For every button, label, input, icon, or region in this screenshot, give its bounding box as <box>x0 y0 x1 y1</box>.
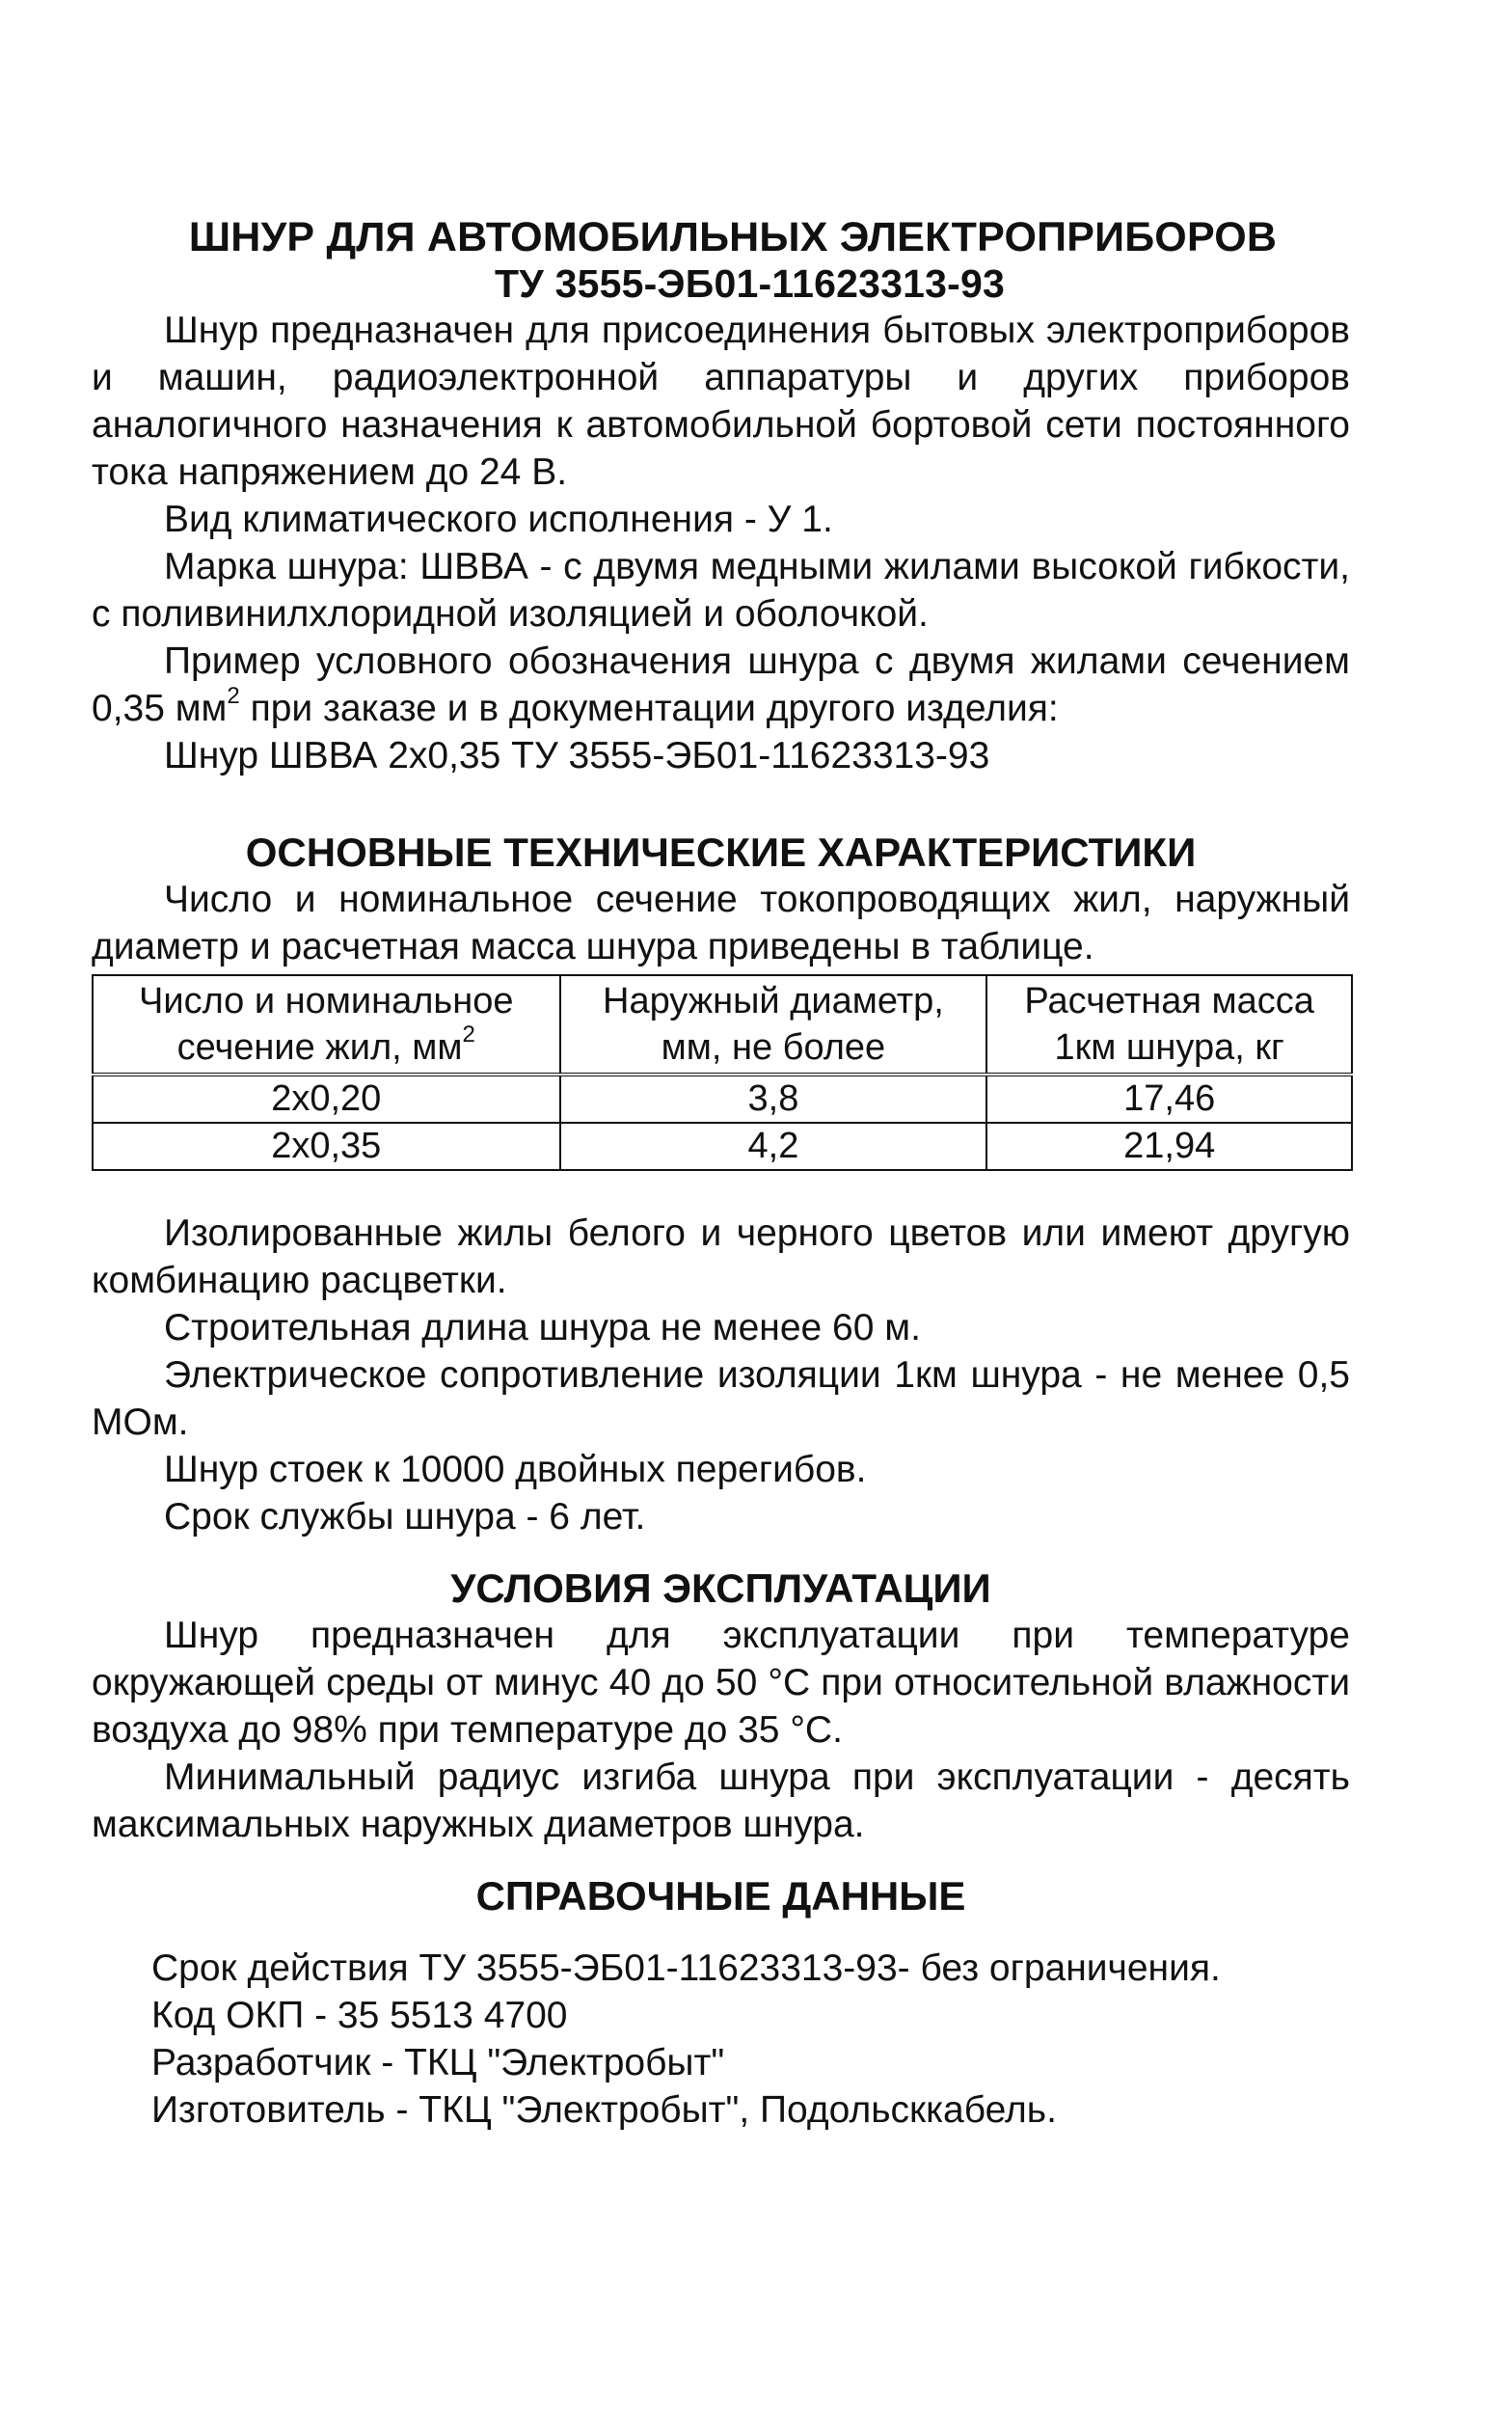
specs-table-header-cell <box>986 975 1352 1075</box>
reference-item: Изготовитель - ТКЦ "Электробыт", Подольсккабель. <box>151 2089 1057 2131</box>
reference-list <box>92 1945 1350 2134</box>
spacer <box>92 1848 1350 1873</box>
intro-paragraph-climate: Вид климатического исполнения - У 1. <box>164 499 833 540</box>
intro-paragraph-designation: Шнур ШВВА 2х0,35 ТУ 3555-ЭБ01-11623313-93 <box>164 735 990 776</box>
operation-section-title: УСЛОВИЯ ЭКСПЛУАТАЦИИ <box>450 1565 991 1611</box>
operation-paragraph-conditions: Шнур предназначен для эксплуатации при температуре окружающей среды от минус 40 до 50 °С при относительной влажности воздуха до 98% при температуре до 35 °С. <box>92 1615 1350 1751</box>
header-line: Наружный диаметр, <box>603 981 944 1021</box>
document-title: ШНУР ДЛЯ АВТОМОБИЛЬНЫХ ЭЛЕКТРОПРИБОРОВ <box>188 214 1278 260</box>
specs-table-header-cell <box>560 975 987 1075</box>
reference-item: Срок действия ТУ 3555-ЭБ01-11623313-93- без ограничения. <box>151 1947 1221 1989</box>
example-text-after: при заказе и в документации другого изделия: <box>239 688 1059 729</box>
header-line: Расчетная масса <box>1024 981 1314 1021</box>
operation-paragraph-radius: Минимальный радиус изгиба шнура при эксплуатации - десять максимальных наружных диаметров шнура. <box>92 1756 1350 1845</box>
example-text-before: Пример условного обозначения шнура с двумя жилами сечением 0,35 мм <box>92 640 1350 729</box>
table-cell: 21,94 <box>986 1123 1352 1170</box>
specs-intro-paragraph: Число и номинальное сечение токопроводящих жил, наружный диаметр и расчетная масса шнура приведены в таблице. <box>92 879 1350 967</box>
header-superscript: 2 <box>462 1021 475 1048</box>
table-cell: 4,2 <box>560 1123 987 1170</box>
spacer <box>92 1171 1350 1210</box>
specs-paragraph-bends: Шнур стоек к 10000 двойных перегибов. <box>164 1449 867 1490</box>
example-superscript: 2 <box>227 683 240 709</box>
header-line: 1км шнура, кг <box>1054 1027 1284 1068</box>
specs-table-row <box>93 1075 1352 1123</box>
specs-table-header-cell <box>93 975 560 1075</box>
specs-paragraph-length: Строительная длина шнура не менее 60 м. <box>164 1307 921 1348</box>
specs-paragraph-resistance: Электрическое сопротивление изоляции 1км шнура - не менее 0,5 МОм. <box>92 1354 1350 1443</box>
intro-paragraph-purpose: Шнур предназначен для присоединения бытовых электроприборов и машин, радиоэлектронной аппаратуры и других приборов аналогичного назначения к автомобильной бортовой сети постоянного тока напряжением до 24 В. <box>92 310 1350 493</box>
document-content <box>92 214 1350 2134</box>
specs-paragraph-service-life: Срок службы шнура - 6 лет. <box>164 1496 646 1538</box>
header-line <box>99 1021 554 1071</box>
intro-paragraph-brand: Марка шнура: ШВВА - с двумя медными жилами высокой гибкости, с поливинилхлоридной изоляцией и оболочкой. <box>92 546 1350 635</box>
specs-paragraph-colors: Изолированные жилы белого и черного цветов или имеют другую комбинацию расцветки. <box>92 1212 1350 1301</box>
specs-table-header-row <box>93 975 1352 1075</box>
spacer <box>92 779 1350 830</box>
intro-paragraph-example <box>92 638 1350 732</box>
table-cell: 17,46 <box>986 1075 1352 1123</box>
table-cell: 2х0,20 <box>93 1075 560 1123</box>
spacer <box>92 1540 1350 1565</box>
specs-table <box>92 974 1353 1171</box>
table-cell: 3,8 <box>560 1075 987 1123</box>
header-line-text: сечение жил, мм <box>176 1027 463 1068</box>
header-line: Число и номинальное <box>139 981 514 1021</box>
reference-item: Разработчик - ТКЦ "Электробыт" <box>151 2042 725 2083</box>
reference-item: Код ОКП - 35 5513 4700 <box>151 1995 568 2036</box>
specs-table-row <box>93 1123 1352 1170</box>
document-tu-code: ТУ 3555-ЭБ01-11623313-93 <box>495 261 1005 306</box>
reference-section-title: СПРАВОЧНЫЕ ДАННЫЕ <box>475 1873 966 1919</box>
header-line: мм, не более <box>661 1027 886 1068</box>
spacer <box>92 1919 1350 1945</box>
specs-section-title: ОСНОВНЫЕ ТЕХНИЧЕСКИЕ ХАРАКТЕРИСТИКИ <box>245 830 1197 875</box>
table-cell: 2х0,35 <box>93 1123 560 1170</box>
